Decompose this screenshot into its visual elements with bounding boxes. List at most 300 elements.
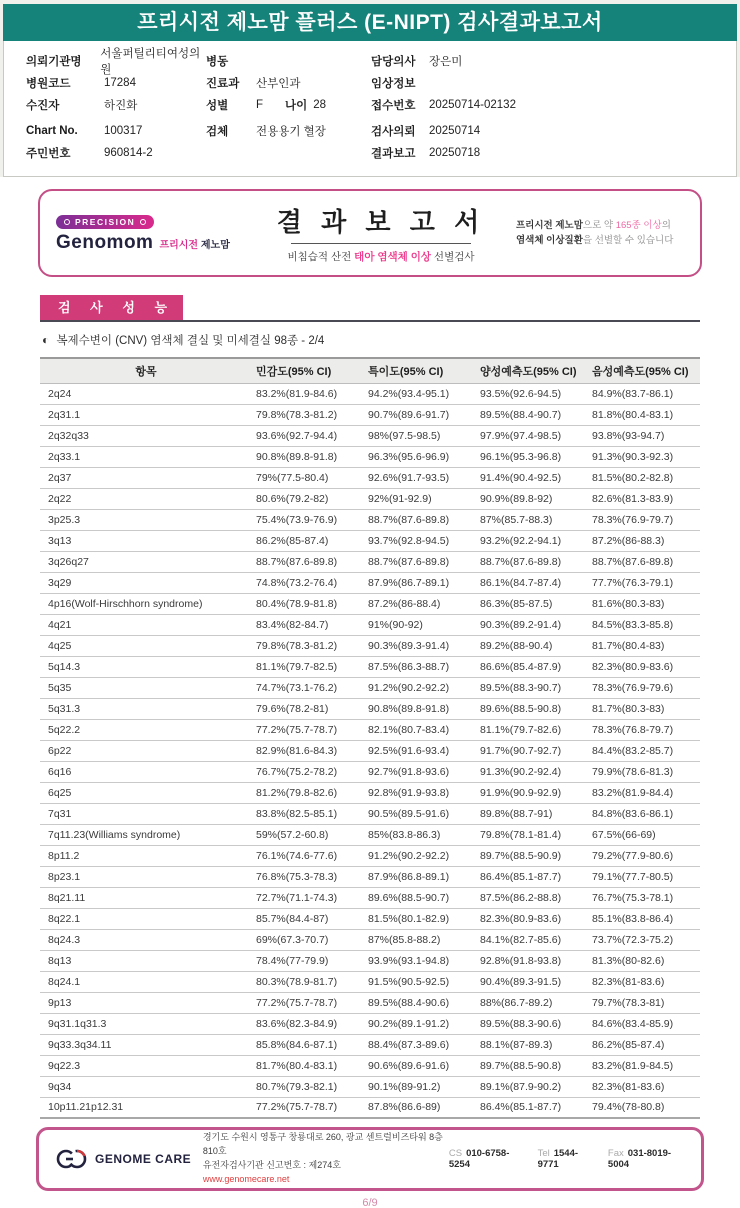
value-cell: 82.1%(80.7-83.4) <box>364 719 476 740</box>
desc-bold: 프리시전 제노맘 <box>516 219 583 231</box>
report-header-box <box>38 189 702 277</box>
table-row <box>40 803 700 824</box>
table-row <box>40 614 700 635</box>
table-row <box>40 719 700 740</box>
value-cell: 90.2%(89.1-91.2) <box>364 1013 476 1034</box>
item-cell: 2q31.1 <box>40 404 252 425</box>
value-cell: 90.9%(89.8-92) <box>476 488 588 509</box>
value-cell: 76.8%(75.3-78.3) <box>252 866 364 887</box>
value-cell: 67.5%(66-69) <box>588 824 700 845</box>
value-cell: 81.1%(79.7-82.5) <box>252 656 364 677</box>
item-cell: 2q33.1 <box>40 446 252 467</box>
value-cell: 90.5%(89.5-91.6) <box>364 803 476 824</box>
patient-info-left <box>26 50 206 164</box>
field-label: Chart No. <box>26 125 78 137</box>
info-field-chart-no <box>26 120 206 142</box>
table-row <box>40 761 700 782</box>
item-cell: 10p11.21p12.31 <box>40 1097 252 1118</box>
info-field-receipt-no <box>371 94 716 116</box>
cs-label: CS <box>448 1148 463 1159</box>
value-cell: 90.6%(89.6-91.6) <box>364 1055 476 1076</box>
value-cell: 87.2%(86-88.3) <box>588 530 700 551</box>
table-row <box>40 383 700 404</box>
value-cell: 88.7%(87.6-89.8) <box>252 551 364 572</box>
value-cell: 89.5%(88.3-90.6) <box>476 1013 588 1034</box>
footer-license: 유전자검사기관 신고번호 : 제274호 <box>202 1160 341 1170</box>
value-cell: 86.4%(85.1-87.7) <box>476 866 588 887</box>
value-cell: 77.2%(75.7-78.7) <box>252 992 364 1013</box>
value-cell: 93.2%(92.2-94.1) <box>476 530 588 551</box>
item-cell: 8p11.2 <box>40 845 252 866</box>
table-row <box>40 845 700 866</box>
table-row <box>40 572 700 593</box>
value-cell: 76.1%(74.6-77.6) <box>252 845 364 866</box>
precision-badge-label: PRECISION <box>75 217 136 227</box>
value-cell: 79.8%(78.1-81.4) <box>476 824 588 845</box>
desc-normal: 을 선별할 수 있습니다 <box>582 235 674 246</box>
value-cell: 89.1%(87.9-90.2) <box>476 1076 588 1097</box>
field-value: 17284 <box>104 77 136 89</box>
value-cell: 79.4%(78-80.8) <box>588 1097 700 1118</box>
value-cell: 74.7%(73.1-76.2) <box>252 677 364 698</box>
value-cell: 87.2%(86-88.4) <box>364 593 476 614</box>
badge-dot-icon <box>64 219 70 225</box>
value-cell: 92.8%(91.8-93.8) <box>476 950 588 971</box>
brand-kr-dark: 제노맘 <box>200 240 230 251</box>
brand-kr-accent: 프리시전 <box>159 240 199 251</box>
item-cell: 9p13 <box>40 992 252 1013</box>
info-field-hospital-code <box>26 72 206 94</box>
value-cell: 84.1%(82.7-85.6) <box>476 929 588 950</box>
value-cell: 85.7%(84.4-87) <box>252 908 364 929</box>
field-value: F <box>256 99 264 111</box>
item-cell: 9q22.3 <box>40 1055 252 1076</box>
value-cell: 81.6%(80.3-83) <box>588 593 700 614</box>
value-cell: 73.7%(72.3-75.2) <box>588 929 700 950</box>
item-cell: 2q22 <box>40 488 252 509</box>
genome-care-mark-icon <box>55 1145 89 1173</box>
field-value: 전용용기 혈장 <box>256 126 326 138</box>
value-cell: 83.2%(81.9-84.6) <box>252 383 364 404</box>
info-field-doctor <box>371 50 716 72</box>
subtitle-post: 선별검사 <box>431 251 475 263</box>
item-cell: 8q13 <box>40 950 252 971</box>
info-field-patient-name <box>26 94 206 116</box>
value-cell: 93.5%(92.6-94.5) <box>476 383 588 404</box>
info-field-hospital-name <box>26 48 206 76</box>
field-label: 수진자 <box>26 100 60 112</box>
value-cell: 80.3%(78.9-81.7) <box>252 971 364 992</box>
footer-contacts <box>449 1148 685 1170</box>
value-cell: 87.9%(86.7-89.1) <box>364 572 476 593</box>
value-cell: 82.6%(81.3-83.9) <box>588 488 700 509</box>
value-cell: 81.7%(80.4-83) <box>588 635 700 656</box>
result-report-title: 결 과 보 고 서 <box>276 207 486 237</box>
value-cell: 79.9%(78.6-81.3) <box>588 761 700 782</box>
value-cell: 90.1%(89-91.2) <box>364 1076 476 1097</box>
value-cell: 89.6%(88.5-90.7) <box>364 887 476 908</box>
footer-address: 경기도 수원시 영통구 창룡대로 260, 광교 센트럴비즈타워 8층 810호 <box>202 1132 443 1157</box>
value-cell: 89.5%(88.4-90.7) <box>476 404 588 425</box>
table-row <box>40 509 700 530</box>
value-cell: 88%(86.7-89.2) <box>476 992 588 1013</box>
footer-fax <box>608 1148 685 1170</box>
field-value: 하진화 <box>104 100 138 112</box>
value-cell: 77.2%(75.7-78.7) <box>252 719 364 740</box>
value-cell: 86.6%(85.4-87.9) <box>476 656 588 677</box>
field-label: 임상정보 <box>371 78 416 90</box>
value-cell: 86.2%(85-87.4) <box>588 1034 700 1055</box>
performance-table-head <box>40 358 700 383</box>
value-cell: 91.9%(90.9-92.9) <box>476 782 588 803</box>
table-row <box>40 1097 700 1118</box>
genome-care-name: GENOME CARE <box>95 1152 192 1166</box>
value-cell: 97.9%(97.4-98.5) <box>476 425 588 446</box>
item-cell: 8q24.1 <box>40 971 252 992</box>
field-label: 병동 <box>206 56 229 68</box>
info-field-request-date <box>371 120 716 142</box>
report-description <box>516 218 684 248</box>
value-cell: 93.6%(92.7-94.4) <box>252 425 364 446</box>
value-cell: 80.4%(78.9-81.8) <box>252 593 364 614</box>
value-cell: 89.2%(88-90.4) <box>476 635 588 656</box>
table-row <box>40 740 700 761</box>
info-field-ward <box>206 50 371 72</box>
value-cell: 92%(91-92.9) <box>364 488 476 509</box>
value-cell: 91.7%(90.7-92.7) <box>476 740 588 761</box>
value-cell: 91.3%(90.2-92.4) <box>476 761 588 782</box>
footer-tel <box>538 1148 594 1170</box>
item-cell: 4q25 <box>40 635 252 656</box>
table-row <box>40 425 700 446</box>
subtitle-accent: 태아 염색체 이상 <box>354 251 432 263</box>
value-cell: 90.8%(89.8-91.8) <box>252 446 364 467</box>
field-value: 20250718 <box>429 147 481 159</box>
title-underline <box>291 243 471 244</box>
value-cell: 77.7%(76.3-79.1) <box>588 572 700 593</box>
value-cell: 91.5%(90.5-92.5) <box>364 971 476 992</box>
value-cell: 83.8%(82.5-85.1) <box>252 803 364 824</box>
value-cell: 92.7%(91.8-93.6) <box>364 761 476 782</box>
genomom-logo: Genomom <box>56 232 154 253</box>
value-cell: 84.9%(83.7-86.1) <box>588 383 700 404</box>
table-row <box>40 887 700 908</box>
value-cell: 89.5%(88.3-90.7) <box>476 677 588 698</box>
value-cell: 78.3%(76.8-79.7) <box>588 719 700 740</box>
value-cell: 88.7%(87.6-89.8) <box>476 551 588 572</box>
table-row <box>40 782 700 803</box>
value-cell: 78.4%(77-79.9) <box>252 950 364 971</box>
value-cell: 82.3%(80.9-83.6) <box>476 908 588 929</box>
patient-info-middle <box>206 50 371 164</box>
table-row <box>40 488 700 509</box>
genome-care-logo <box>55 1145 203 1173</box>
patient-info-panel <box>3 41 737 177</box>
table-row <box>40 950 700 971</box>
info-field-resident-no <box>26 142 206 164</box>
table-row <box>40 1034 700 1055</box>
value-cell: 80.6%(79.2-82) <box>252 488 364 509</box>
info-field-clinical-info <box>371 72 716 94</box>
value-cell: 85%(83.8-86.3) <box>364 824 476 845</box>
desc-accent: 165종 이상 <box>615 219 662 231</box>
report-center <box>246 202 516 264</box>
value-cell: 92.6%(91.7-93.5) <box>364 467 476 488</box>
value-cell: 87.8%(86.6-89) <box>364 1097 476 1118</box>
field-value: 960814-2 <box>104 147 153 159</box>
field-label: 의뢰기관명 <box>26 56 82 68</box>
value-cell: 80.7%(79.3-82.1) <box>252 1076 364 1097</box>
value-cell: 92.5%(91.6-93.4) <box>364 740 476 761</box>
item-cell: 2q37 <box>40 467 252 488</box>
value-cell: 78.3%(76.9-79.7) <box>588 509 700 530</box>
value-cell: 69%(67.3-70.7) <box>252 929 364 950</box>
table-row <box>40 593 700 614</box>
item-cell: 8q21.11 <box>40 887 252 908</box>
brand-korean <box>159 236 229 251</box>
value-cell: 87%(85.7-88.3) <box>476 509 588 530</box>
table-row <box>40 929 700 950</box>
field-label: 검사의뢰 <box>371 126 416 138</box>
value-cell: 59%(57.2-60.8) <box>252 824 364 845</box>
column-header: 양성예측도(95% CI) <box>476 358 588 383</box>
section-head <box>40 295 700 322</box>
value-cell: 88.1%(87-89.3) <box>476 1034 588 1055</box>
precision-badge <box>56 215 154 229</box>
field-value-age: 28 <box>313 99 327 111</box>
item-cell: 5q14.3 <box>40 656 252 677</box>
value-cell: 86.1%(84.7-87.4) <box>476 572 588 593</box>
value-cell: 89.5%(88.4-90.6) <box>364 992 476 1013</box>
item-cell: 8p23.1 <box>40 866 252 887</box>
field-label: 담당의사 <box>371 56 416 68</box>
table-row <box>40 971 700 992</box>
column-header: 항목 <box>40 358 252 383</box>
value-cell: 90.3%(89.3-91.4) <box>364 635 476 656</box>
value-cell: 82.3%(81-83.6) <box>588 971 700 992</box>
value-cell: 79.1%(77.7-80.5) <box>588 866 700 887</box>
table-row <box>40 1076 700 1097</box>
table-row <box>40 446 700 467</box>
badge-dot-icon <box>140 219 146 225</box>
value-cell: 84.6%(83.4-85.9) <box>588 1013 700 1034</box>
footer-cs <box>449 1148 524 1170</box>
value-cell: 87.9%(86.8-89.1) <box>364 866 476 887</box>
item-cell: 8q24.3 <box>40 929 252 950</box>
item-cell: 5q31.3 <box>40 698 252 719</box>
test-performance-section-label: 검 사 성 능 <box>40 295 183 320</box>
value-cell: 85.1%(83.8-86.4) <box>588 908 700 929</box>
value-cell: 81.7%(80.4-83.1) <box>252 1055 364 1076</box>
value-cell: 84.8%(83.6-86.1) <box>588 803 700 824</box>
item-cell: 9q34 <box>40 1076 252 1097</box>
description-line1 <box>516 218 684 233</box>
item-cell: 7q11.23(Williams syndrome) <box>40 824 252 845</box>
value-cell: 90.3%(89.2-91.4) <box>476 614 588 635</box>
fax-label: Fax <box>607 1148 624 1159</box>
value-cell: 75.4%(73.9-76.9) <box>252 509 364 530</box>
value-cell: 93.7%(92.8-94.5) <box>364 530 476 551</box>
item-cell: 6q25 <box>40 782 252 803</box>
info-field-department <box>206 72 371 94</box>
value-cell: 81.5%(80.1-82.9) <box>364 908 476 929</box>
report-title: 프리시전 제노맘 플러스 (E-NIPT) 검사결과보고서 <box>137 11 603 34</box>
cnv-note-text: 복제수변이 (CNV) 염색체 결실 및 미세결실 98종 - 2/4 <box>56 335 325 347</box>
table-row <box>40 866 700 887</box>
field-value: 장은미 <box>429 56 463 68</box>
value-cell: 81.2%(79.8-82.6) <box>252 782 364 803</box>
field-label: 진료과 <box>206 78 240 90</box>
column-header: 특이도(95% CI) <box>364 358 476 383</box>
fax-value: 031-8019-5004 <box>607 1148 672 1170</box>
column-header: 음성예측도(95% CI) <box>588 358 700 383</box>
desc-normal: 으로 약 <box>582 219 616 231</box>
value-cell: 87.5%(86.2-88.8) <box>476 887 588 908</box>
value-cell: 91.2%(90.2-92.2) <box>364 845 476 866</box>
item-cell: 4p16(Wolf-Hirschhorn syndrome) <box>40 593 252 614</box>
field-label: 주민번호 <box>26 148 71 160</box>
page-number: 6/9 <box>362 1197 378 1208</box>
table-row <box>40 824 700 845</box>
table-row <box>40 1013 700 1034</box>
patient-info-right <box>371 50 716 164</box>
item-cell: 3p25.3 <box>40 509 252 530</box>
field-label: 검체 <box>206 126 229 138</box>
item-cell: 6p22 <box>40 740 252 761</box>
table-row <box>40 530 700 551</box>
value-cell: 92.8%(91.9-93.8) <box>364 782 476 803</box>
table-row <box>40 656 700 677</box>
item-cell: 3q26q27 <box>40 551 252 572</box>
value-cell: 76.7%(75.2-78.2) <box>252 761 364 782</box>
info-field-sex-age <box>206 94 371 116</box>
value-cell: 79.7%(78.3-81) <box>588 992 700 1013</box>
value-cell: 96.3%(95.6-96.9) <box>364 446 476 467</box>
value-cell: 91.3%(90.3-92.3) <box>588 446 700 467</box>
value-cell: 87.5%(86.3-88.7) <box>364 656 476 677</box>
value-cell: 89.6%(88.5-90.8) <box>476 698 588 719</box>
value-cell: 72.7%(71.1-74.3) <box>252 887 364 908</box>
table-row <box>40 404 700 425</box>
value-cell: 94.2%(93.4-95.1) <box>364 383 476 404</box>
table-row <box>40 908 700 929</box>
value-cell: 83.6%(82.3-84.9) <box>252 1013 364 1034</box>
subtitle-pre: 비침습적 산전 <box>287 251 355 263</box>
table-row <box>40 635 700 656</box>
item-cell: 6q16 <box>40 761 252 782</box>
value-cell: 83.4%(82-84.7) <box>252 614 364 635</box>
footer-website-link[interactable]: www.genomecare.net <box>202 1173 290 1184</box>
info-field-specimen <box>206 120 371 142</box>
report-subtitle <box>246 249 516 264</box>
value-cell: 96.1%(95.3-96.8) <box>476 446 588 467</box>
performance-table <box>40 357 700 1119</box>
value-cell: 86.3%(85-87.5) <box>476 593 588 614</box>
value-cell: 83.2%(81.9-84.4) <box>588 782 700 803</box>
value-cell: 90.7%(89.6-91.7) <box>364 404 476 425</box>
performance-table-body <box>40 383 700 1118</box>
value-cell: 89.7%(88.5-90.9) <box>476 845 588 866</box>
field-value: 20250714 <box>429 125 481 137</box>
value-cell: 81.1%(79.7-82.6) <box>476 719 588 740</box>
item-cell: 2q24 <box>40 383 252 404</box>
item-cell: 3q29 <box>40 572 252 593</box>
desc-bold: 염색체 이상질환 <box>516 235 583 246</box>
description-line2 <box>516 233 684 248</box>
value-cell: 84.5%(83.3-85.8) <box>588 614 700 635</box>
value-cell: 91%(90-92) <box>364 614 476 635</box>
value-cell: 88.7%(87.6-89.8) <box>364 551 476 572</box>
field-value: 100317 <box>104 125 143 137</box>
cs-value: 010-6758-5254 <box>448 1148 510 1170</box>
value-cell: 93.8%(93-94.7) <box>588 425 700 446</box>
value-cell: 77.2%(75.7-78.7) <box>252 1097 364 1118</box>
column-header: 민감도(95% CI) <box>252 358 364 383</box>
item-cell: 3q13 <box>40 530 252 551</box>
value-cell: 82.9%(81.6-84.3) <box>252 740 364 761</box>
cnv-note <box>42 332 698 348</box>
field-label-age: 나이 <box>285 100 308 112</box>
field-label: 성별 <box>206 100 229 112</box>
item-cell: 8q22.1 <box>40 908 252 929</box>
item-cell: 2q32q33 <box>40 425 252 446</box>
value-cell: 82.3%(80.9-83.6) <box>588 656 700 677</box>
table-row <box>40 467 700 488</box>
value-cell: 87%(85.8-88.2) <box>364 929 476 950</box>
table-row <box>40 992 700 1013</box>
value-cell: 90.8%(89.8-91.8) <box>364 698 476 719</box>
item-cell: 5q22.2 <box>40 719 252 740</box>
value-cell: 74.8%(73.2-76.4) <box>252 572 364 593</box>
value-cell: 86.2%(85-87.4) <box>252 530 364 551</box>
value-cell: 81.7%(80.3-83) <box>588 698 700 719</box>
table-row <box>40 677 700 698</box>
field-label: 병원코드 <box>26 78 71 90</box>
item-cell: 9q33.3q34.11 <box>40 1034 252 1055</box>
desc-tail: 의 <box>661 219 671 231</box>
item-cell: 4q21 <box>40 614 252 635</box>
value-cell: 79%(77.5-80.4) <box>252 467 364 488</box>
table-row <box>40 551 700 572</box>
table-row <box>40 698 700 719</box>
genomom-brand <box>56 212 246 254</box>
tel-label: Tel <box>537 1148 550 1159</box>
info-field-report-date <box>371 142 716 164</box>
item-cell: 7q31 <box>40 803 252 824</box>
value-cell: 76.7%(75.3-78.1) <box>588 887 700 908</box>
value-cell: 81.3%(80-82.6) <box>588 950 700 971</box>
value-cell: 82.3%(81-83.6) <box>588 1076 700 1097</box>
brand-line <box>56 232 246 254</box>
value-cell: 79.6%(78.2-81) <box>252 698 364 719</box>
value-cell: 90.4%(89.3-91.5) <box>476 971 588 992</box>
value-cell: 91.2%(90.2-92.2) <box>364 677 476 698</box>
field-value: 서울퍼틸리티여성의원 <box>100 48 201 76</box>
value-cell: 88.7%(87.6-89.8) <box>588 551 700 572</box>
value-cell: 89.8%(88.7-91) <box>476 803 588 824</box>
value-cell: 78.3%(76.9-79.6) <box>588 677 700 698</box>
value-cell: 83.2%(81.9-84.5) <box>588 1055 700 1076</box>
value-cell: 81.5%(80.2-82.8) <box>588 467 700 488</box>
value-cell: 88.4%(87.3-89.6) <box>364 1034 476 1055</box>
value-cell: 88.7%(87.6-89.8) <box>364 509 476 530</box>
value-cell: 79.8%(78.3-81.2) <box>252 635 364 656</box>
half-circle-icon: ◐ <box>42 333 50 347</box>
tel-value: 1544-9771 <box>537 1148 579 1170</box>
item-cell: 9q31.1q31.3 <box>40 1013 252 1034</box>
field-value: 20250714-02132 <box>429 99 516 111</box>
field-label: 접수번호 <box>371 100 416 112</box>
